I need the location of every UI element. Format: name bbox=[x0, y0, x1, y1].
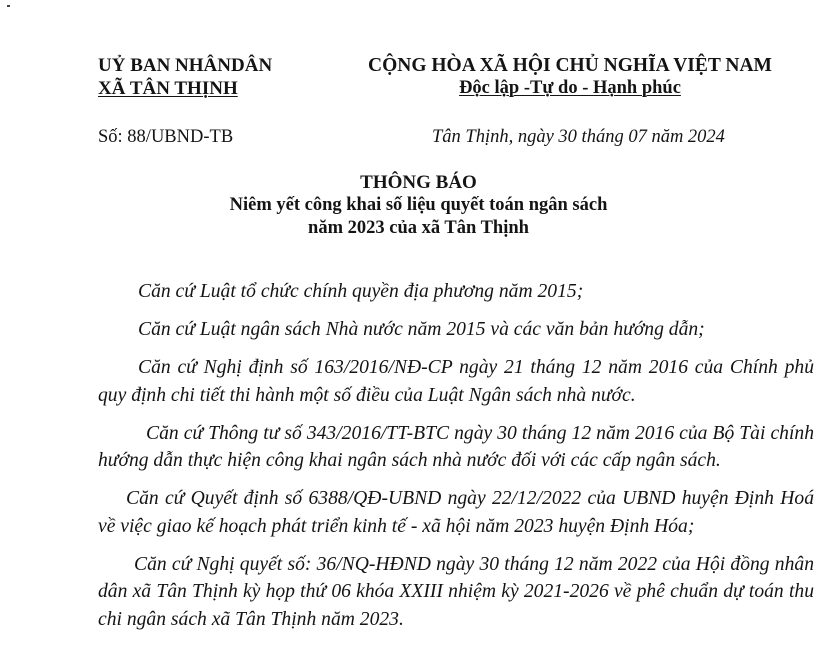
subject-line-2: năm 2023 của xã Tân Thịnh bbox=[308, 218, 529, 238]
issuing-agency bbox=[98, 54, 272, 100]
legal-basis-paragraph: Căn cứ Nghị định số 163/2016/NĐ-CP ngày 21 tháng 12 năm 2016 của Chính phủ quy định chi tiết thi hành một số điều của Luật Ngân sách nhà nước. bbox=[98, 357, 814, 406]
scan-speck bbox=[7, 5, 10, 7]
motto: Độc lập -Tự do - Hạnh phúc bbox=[459, 78, 681, 98]
legal-basis-paragraph: Căn cứ Quyết định số 6388/QĐ-UBND ngày 22/12/2022 của UBND huyện Định Hoá về việc giao kế hoạch phát triển kinh tế - xã hội năm 2023 huyện Định Hóa; bbox=[98, 488, 814, 537]
agency-commune: XÃ TÂN THỊNH bbox=[98, 78, 238, 99]
legal-basis-paragraph: Căn cứ Luật tổ chức chính quyền địa phương năm 2015; bbox=[138, 281, 584, 302]
document-body bbox=[98, 278, 814, 644]
nation-name: CỘNG HÒA XÃ HỘI CHỦ NGHĨA VIỆT NAM bbox=[368, 55, 772, 76]
document-number: Số: 88/UBND-TB bbox=[98, 127, 234, 147]
subject-line-1: Niêm yết công khai số liệu quyết toán ngân sách bbox=[229, 195, 608, 215]
document-title bbox=[0, 171, 837, 240]
place-and-date: Tân Thịnh, ngày 30 tháng 07 năm 2024 bbox=[432, 127, 725, 147]
legal-basis-paragraph: Căn cứ Luật ngân sách Nhà nước năm 2015 và các văn bản hướng dẫn; bbox=[138, 319, 705, 340]
agency-name: UỶ BAN NHÂNDÂN bbox=[98, 55, 273, 76]
legal-basis-paragraph: Căn cứ Nghị quyết số: 36/NQ-HĐND ngày 30 tháng 12 năm 2022 của Hội đồng nhân dân xã Tân Thịnh kỳ họp thứ 06 khóa XXIII nhiệm kỳ 2021-2026 về phê chuẩn dự toán thu chi ngân sách xã Tân Thịnh năm 2023. bbox=[98, 553, 814, 630]
legal-basis-paragraph: Căn cứ Thông tư số 343/2016/TT-BTC ngày 30 tháng 12 năm 2016 của Bộ Tài chính hướng dẫn thực hiện công khai ngân sách nhà nước đối với các cấp ngân sách. bbox=[98, 422, 814, 471]
document-type: THÔNG BÁO bbox=[360, 172, 477, 193]
national-motto-block bbox=[356, 54, 784, 100]
